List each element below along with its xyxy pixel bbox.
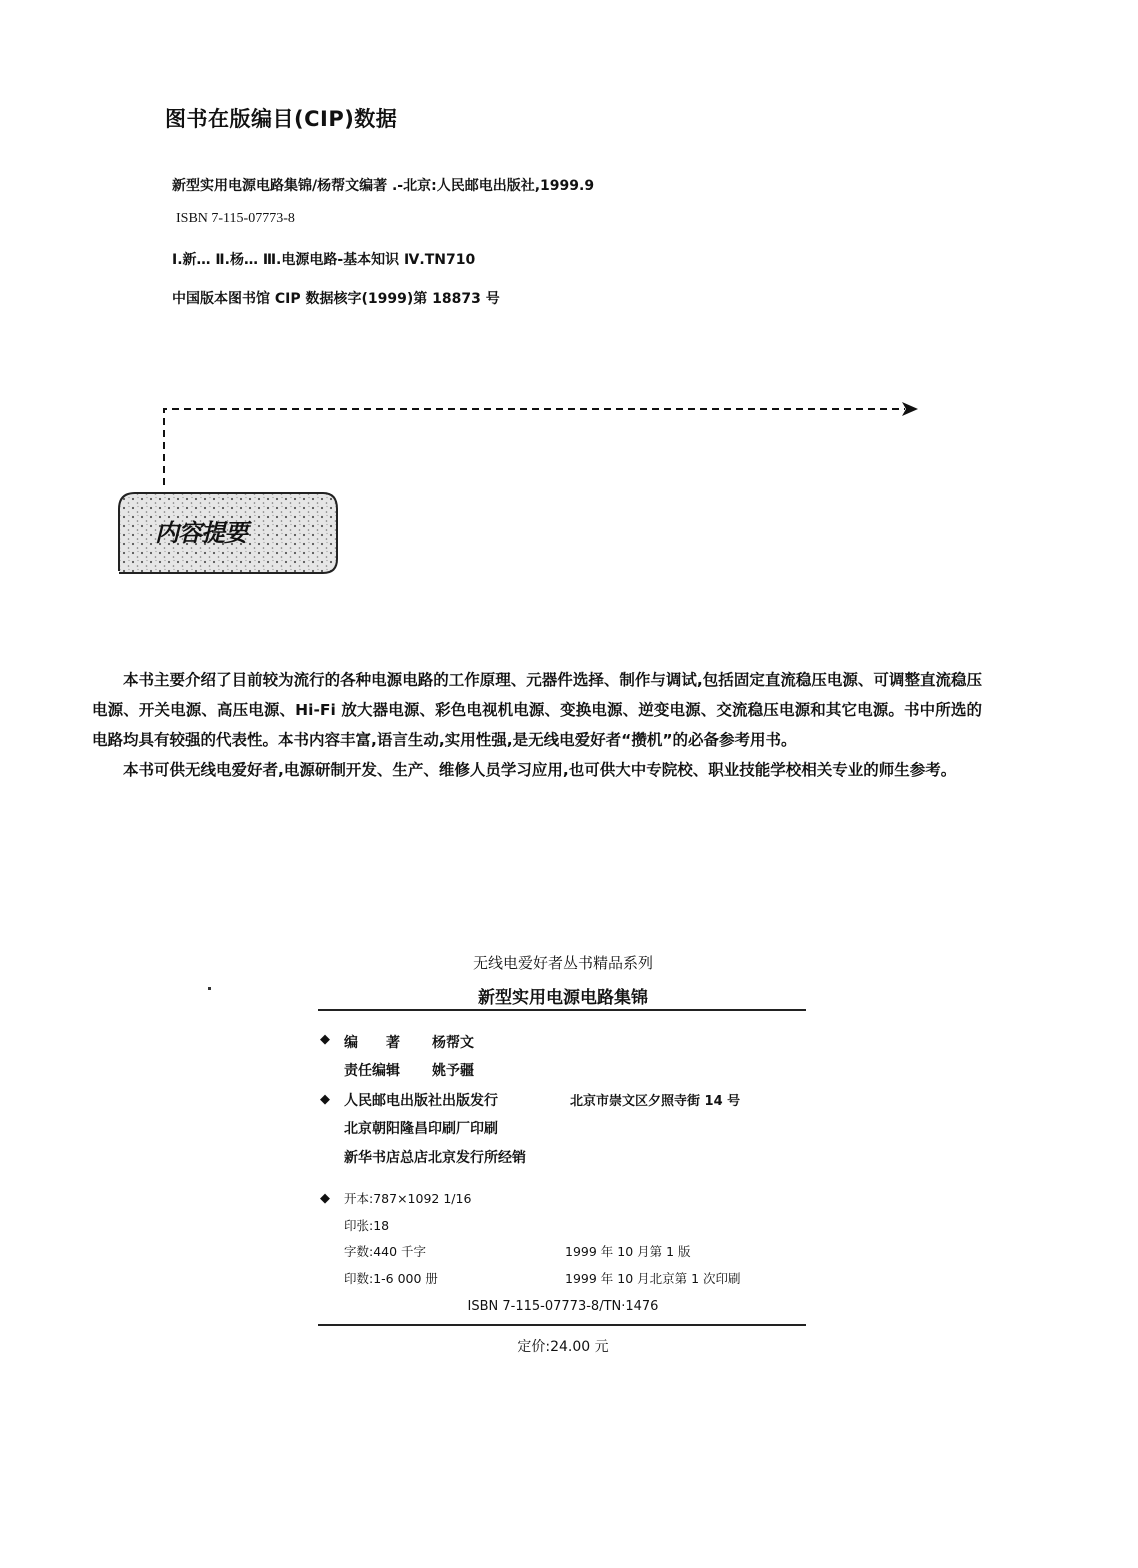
editor-label: 责任编辑 [344,1063,400,1079]
print-sheets: 印张:18 [344,1218,390,1233]
bullet-icon: ◆ [320,1191,330,1206]
summary-badge-label: 内容提要 [155,519,247,547]
cip-verification: 中国版本图书馆 CIP 数据核字(1999)第 18873 号 [172,291,500,307]
price: 定价:24.00 元 [517,1339,609,1355]
series-title: 无线电爱好者丛书精品系列 [472,954,653,972]
bullet-icon: ◆ [320,1092,330,1107]
isbn-full: ISBN 7-115-07773-8/TN·1476 [467,1299,659,1314]
summary-badge [113,487,341,575]
cip-isbn: ISBN 7-115-07773-8 [176,211,295,226]
print-count: 印数:1-6 000 册 [344,1271,438,1286]
publisher: 人民邮电出版社出版发行 [344,1093,498,1109]
book-format: 开本:787×1092 1/16 [344,1191,472,1206]
publisher-address: 北京市崇文区夕照寺街 14 号 [570,1094,741,1109]
summary-paragraph: 本书主要介绍了目前较为流行的各种电源电路的工作原理、元器件选择、制作与调试,包括固定直流稳压电源、可调整直流稳压电源、开关电源、高压电源、Hi-Fi 放大器电源、彩色电视机电源、变换电源、逆变电源、交流稳压电源和其它电源。书中所选的电路均具有较强的代表性。本书内容丰富,语言生动,实用性强,是无线电爱好者“攒机”的必备参考用书。 [92,671,982,749]
printing: 1999 年 10 月北京第 1 次印刷 [565,1271,741,1286]
editor-name: 姚予疆 [432,1063,474,1079]
author-name: 杨帮文 [432,1035,474,1051]
book-title: 新型实用电源电路集锦 [478,988,648,1008]
summary-text [92,665,982,785]
cip-catalog-line: 新型实用电源电路集锦/杨帮文编著 .-北京:人民邮电出版社,1999.9 [172,178,595,194]
author-label: 编 著 [344,1035,400,1051]
summary-paragraph: 本书可供无线电爱好者,电源研制开发、生产、维修人员学习应用,也可供大中专院校、职业技能学校相关专业的师生参考。 [123,761,957,779]
top-rule [318,1009,806,1011]
word-count: 字数:440 千字 [344,1244,427,1259]
printer: 北京朝阳隆昌印刷厂印刷 [344,1121,498,1137]
edition: 1999 年 10 月第 1 版 [565,1244,691,1259]
bottom-rule [318,1324,806,1326]
dashed-arrow-decoration [150,395,930,495]
cip-title: 图书在版编目(CIP)数据 [165,107,398,131]
scan-speck [208,987,211,990]
distributor: 新华书店总店北京发行所经销 [344,1150,526,1166]
cip-classification: Ⅰ.新… Ⅱ.杨… Ⅲ.电源电路-基本知识 Ⅳ.TN710 [172,252,476,268]
bullet-icon: ◆ [320,1032,330,1047]
